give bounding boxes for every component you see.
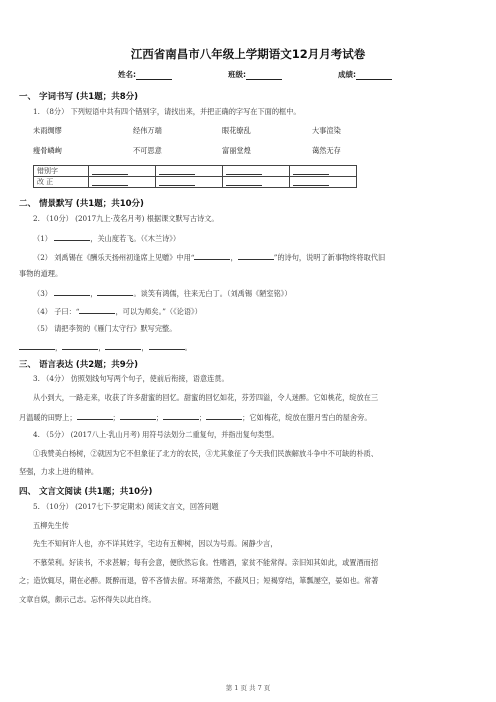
answer-cell[interactable] <box>223 177 290 188</box>
answer-blank[interactable] <box>97 288 133 296</box>
recite-line-1: （1） ，关山度若飞。（《木兰诗》） <box>33 234 181 243</box>
answer-blank[interactable] <box>238 252 274 260</box>
passage-line: ①我赞美白杨树，②就因为它不但象征了北方的农民，③尤其象征了今天我们民族解放斗争中不可缺的朴质、 <box>33 449 379 458</box>
word-item: 蔼然无存 <box>312 146 341 155</box>
answer-cell[interactable] <box>290 177 357 188</box>
recite-line-6: ， ， ， 。 <box>19 342 192 353</box>
table-row <box>34 166 357 177</box>
question-4: 4. （5分） (2017八上·乳山月考) 用符号法划分二重复句，并指出复句类型。 <box>33 430 279 439</box>
page-footer: 第 1 页 共 7 页 <box>225 684 271 692</box>
answer-blank[interactable] <box>194 252 230 260</box>
passage-line: 之；造饮辄尽，期在必醉。既醉而退，曾不吝情去留。环堵萧然，不蔽风日；短褐穿结，箪瓢屡空，晏如也。常著 <box>19 576 379 585</box>
table-header-cell: 错别字 <box>34 166 89 177</box>
answer-cell[interactable] <box>156 177 223 188</box>
answer-blank[interactable] <box>77 412 113 420</box>
section-4-heading: 四、 文言文阅读 (共1题；共10分) <box>19 487 153 497</box>
answer-blank[interactable] <box>54 288 90 296</box>
passage-line: 先生不知何许人也，亦不详其姓字，宅边有五柳树，因以为号焉。闲静少言， <box>33 539 278 548</box>
answer-cell[interactable] <box>89 177 156 188</box>
answer-blank[interactable] <box>79 306 115 314</box>
passage-line: 坚强，力求上进的精神。 <box>19 467 99 476</box>
table-header-cell: 改 正 <box>34 177 89 188</box>
word-item: 不可思意 <box>133 146 162 155</box>
name-field[interactable]: 姓名: <box>118 69 172 80</box>
question-5: 5. （10分） (2017七下·罗定期末) 阅读文言文，回答问题 <box>33 502 219 511</box>
student-info-line <box>118 69 418 81</box>
recite-line-3: （3） ， 。谈笑有鸿儒，往来无白丁。（刘禹锡《陋室铭》） <box>33 289 292 298</box>
recite-line-2: （2） 刘禹锡在《酬乐天扬州初逢席上见赠》中用“ ， ”的诗句，说明了新事物终将取代旧 <box>33 253 386 262</box>
passage-title: 五柳先生传 <box>33 521 69 530</box>
answer-cell[interactable] <box>223 166 290 177</box>
question-1: 1. （8分） 下列短语中共有四个错别字，请找出来，并把正确的字写在下面的框中。 <box>33 107 301 116</box>
section-3-heading: 三、 语言表达 (共2题；共9分) <box>19 360 139 370</box>
section-1-heading: 一、 字词书写 (共1题；共8分) <box>19 92 139 102</box>
correction-table <box>33 165 357 188</box>
passage-line: 文章自娱，颇示己志。忘怀得失以此自终。 <box>19 595 156 604</box>
recite-line-4: （4） 子曰：“ ，可以为师矣。”（《论语》） <box>33 307 202 316</box>
section-2-heading: 二、 情景默写 (共1题；共10分) <box>19 199 144 209</box>
answer-blank[interactable] <box>163 412 199 420</box>
answer-blank[interactable] <box>149 342 185 350</box>
answer-blank[interactable] <box>120 412 156 420</box>
word-item: 富丽堂煌 <box>222 146 251 155</box>
word-item: 瘦骨嶙峋 <box>33 146 62 155</box>
passage-line: 不慕荣利。好读书，不求甚解；每有会意，便欣然忘食。性嗜酒，家贫不能常得。亲旧知其如此，或置酒而招 <box>33 558 379 567</box>
answer-blank[interactable] <box>206 412 242 420</box>
word-item: 未雨绸缪 <box>33 126 62 135</box>
recite-line-5: （5） 请把李贺的《雁门太守行》默写完整。 <box>33 324 177 333</box>
table-row <box>34 177 357 188</box>
passage-line: 从小到大，一路走来，收获了许多甜蜜的回忆。甜蜜的回忆如花，芬芳四溢，令人迷醉。它如桃花，绽放在三 <box>33 393 379 402</box>
class-field[interactable]: 班级: <box>228 69 282 80</box>
word-item: 大事渲染 <box>312 126 341 135</box>
answer-blank[interactable] <box>19 342 55 350</box>
answer-cell[interactable] <box>290 166 357 177</box>
answer-cell[interactable] <box>156 166 223 177</box>
question-3: 3. （4分） 仿照划线句写两个句子，使前后衔接，语意连贯。 <box>33 374 229 383</box>
answer-cell[interactable] <box>89 166 156 177</box>
word-item: 眼花缭乱 <box>222 126 251 135</box>
word-item: 经伟万端 <box>133 126 162 135</box>
recite-line-2-cont: 事物的道理。 <box>19 269 63 278</box>
question-2: 2. （10分） (2017九上·茂名月考) 根据课文默写古诗文。 <box>33 214 219 223</box>
answer-blank[interactable] <box>105 342 141 350</box>
answer-blank[interactable] <box>54 233 90 241</box>
passage-line: 月温暖的田野上； ； ； ； ；它如梅花，绽放在腊月雪白的屋舍旁。 <box>19 413 372 422</box>
score-field[interactable]: 成绩: <box>338 69 392 80</box>
answer-blank[interactable] <box>62 342 98 350</box>
exam-title: 江西省南昌市八年级上学期语文12月月考试卷 <box>130 47 366 61</box>
